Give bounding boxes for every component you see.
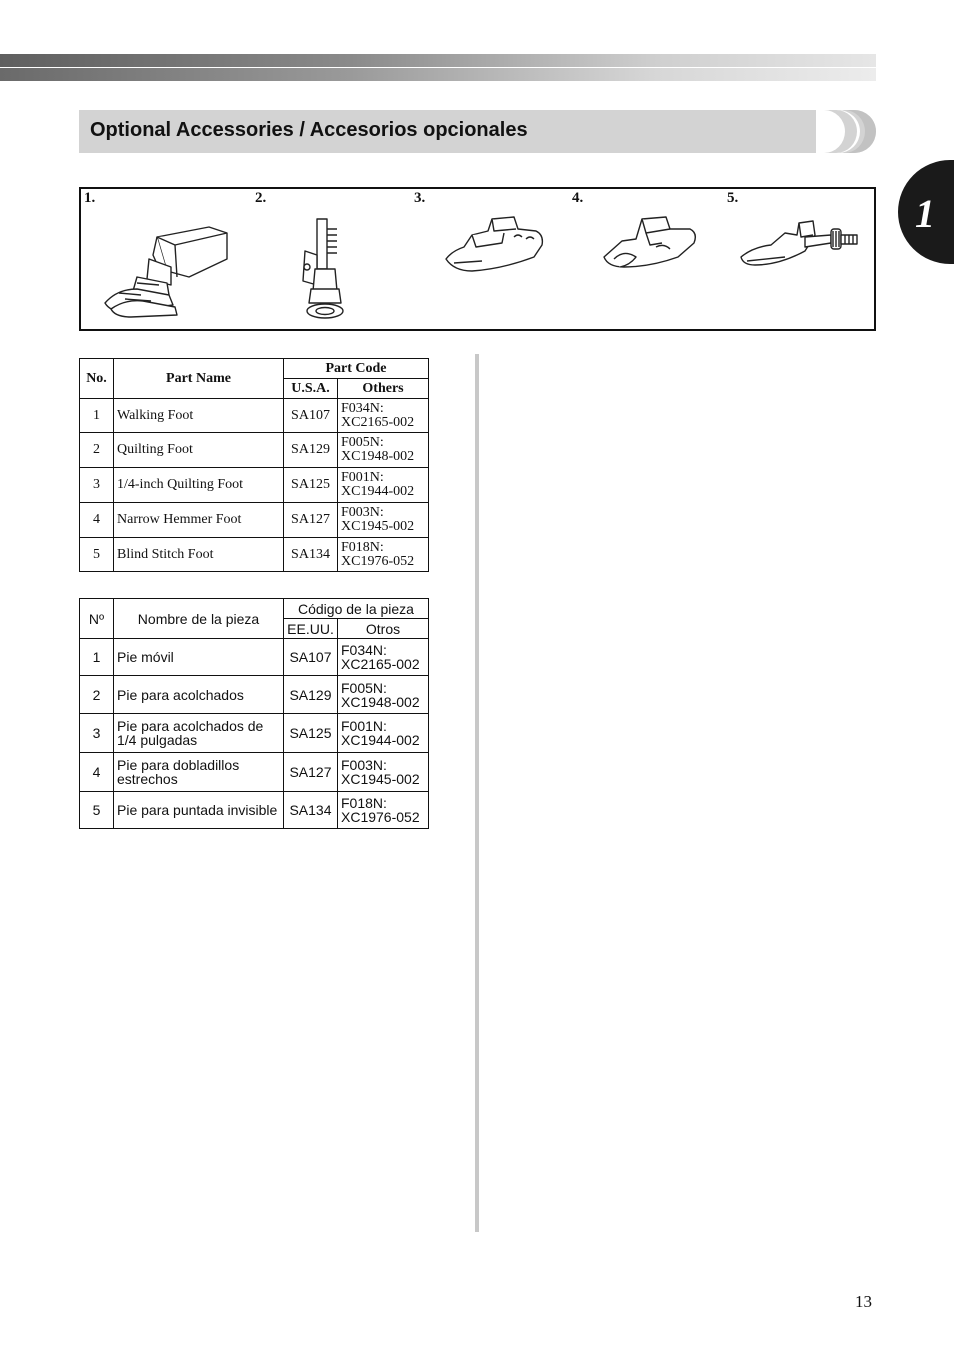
quarter-inch-quilting-foot-icon — [442, 211, 546, 277]
others-code-line: F003N: — [341, 757, 387, 773]
others-code-line: XC1945-002 — [341, 519, 415, 534]
page-title: Optional Accessories / Accesorios opcionales — [90, 119, 528, 141]
others-code-line: F018N: — [341, 795, 387, 811]
others-code-line: XC2165-002 — [341, 414, 415, 430]
row-no: 5 — [80, 792, 114, 829]
others-code-line: F034N: — [341, 400, 384, 416]
row-no: 4 — [80, 753, 114, 792]
header-others: Otros — [338, 619, 429, 639]
title-bar-end-cap — [816, 110, 876, 153]
table-row — [80, 538, 429, 572]
header-part-name: Nombre de la pieza — [114, 599, 284, 639]
row-no: 5 — [80, 538, 114, 572]
others-code-line: F001N: — [341, 718, 387, 734]
header-part-name: Part Name — [114, 359, 284, 399]
part-name-line: Pie para acolchados — [117, 686, 244, 703]
table-row — [80, 639, 429, 676]
row-usa-code: SA107 — [284, 399, 338, 433]
others-code-line: F005N: — [341, 679, 387, 696]
parts-table-english — [79, 358, 429, 572]
header-part-code: Part Code — [284, 359, 429, 379]
narrow-hemmer-foot-icon — [600, 211, 700, 277]
row-usa-code: SA129 — [284, 676, 338, 714]
row-no: 1 — [80, 399, 114, 433]
row-no: 1 — [80, 639, 114, 676]
part-name-line: Pie para dobladillos — [117, 757, 240, 773]
header-usa: U.S.A. — [284, 379, 338, 399]
blind-stitch-foot-icon — [739, 213, 863, 273]
row-part-name — [114, 753, 284, 792]
header-stripe-bottom — [0, 68, 876, 81]
row-usa-code: SA107 — [284, 639, 338, 676]
header-usa: EE.UU. — [284, 619, 338, 639]
row-no: 2 — [80, 676, 114, 714]
header-stripe-top — [0, 54, 876, 67]
others-code-line: XC1976-052 — [341, 809, 420, 825]
row-part-name: 1/4-inch Quilting Foot — [114, 468, 284, 503]
accessory-illustrations — [79, 187, 876, 331]
row-others-code — [338, 714, 429, 753]
part-name-line: Pie para acolchados de — [117, 718, 264, 734]
others-code-line: XC1948-002 — [341, 449, 415, 464]
row-others-code — [338, 399, 429, 433]
others-code-line: F001N: — [341, 470, 384, 485]
row-others-code — [338, 538, 429, 572]
row-usa-code: SA134 — [284, 792, 338, 829]
others-code-line: F003N: — [341, 505, 384, 520]
section-title-bar — [79, 110, 876, 153]
row-no: 2 — [80, 433, 114, 468]
others-code-line: XC1944-002 — [341, 732, 420, 748]
row-others-code — [338, 792, 429, 829]
row-usa-code: SA127 — [284, 503, 338, 538]
page-number: 13 — [855, 1292, 872, 1311]
header-others: Others — [338, 379, 429, 399]
row-usa-code: SA125 — [284, 714, 338, 753]
row-usa-code: SA125 — [284, 468, 338, 503]
accessory-number: 2. — [255, 190, 267, 206]
row-others-code — [338, 639, 429, 676]
row-part-name: Blind Stitch Foot — [114, 538, 284, 572]
part-name-line: 1/4 pulgadas — [117, 732, 198, 748]
row-part-name: Narrow Hemmer Foot — [114, 503, 284, 538]
table-row — [80, 714, 429, 753]
accessory-number: 5. — [727, 190, 739, 206]
table-row — [80, 468, 429, 503]
table-row — [80, 753, 429, 792]
others-code-line: XC1945-002 — [341, 771, 420, 787]
row-usa-code: SA134 — [284, 538, 338, 572]
row-others-code — [338, 503, 429, 538]
walking-foot-icon — [97, 219, 237, 319]
header-no: No. — [80, 359, 114, 399]
header-no: Nº — [80, 599, 114, 639]
row-no: 3 — [80, 714, 114, 753]
others-code-line: XC1976-052 — [341, 553, 415, 569]
row-part-name: Walking Foot — [114, 399, 284, 433]
row-others-code — [338, 468, 429, 503]
column-divider — [475, 354, 479, 1232]
accessory-number: 3. — [414, 190, 426, 206]
parts-table-spanish — [79, 598, 429, 829]
header-part-code: Código de la pieza — [284, 599, 429, 619]
table-row — [80, 676, 429, 714]
row-part-name — [114, 676, 284, 714]
others-code-line: F018N: — [341, 539, 384, 555]
table-row — [80, 433, 429, 468]
row-part-name: Quilting Foot — [114, 433, 284, 468]
others-code-line: XC1948-002 — [341, 693, 420, 710]
others-code-line: F005N: — [341, 435, 384, 450]
row-part-name — [114, 639, 284, 676]
table-row — [80, 792, 429, 829]
others-code-line: F034N: — [341, 642, 387, 658]
table-row — [80, 503, 429, 538]
row-others-code — [338, 753, 429, 792]
part-name-line: Pie móvil — [117, 649, 174, 665]
row-no: 4 — [80, 503, 114, 538]
row-usa-code: SA129 — [284, 433, 338, 468]
row-others-code — [338, 676, 429, 714]
row-others-code — [338, 433, 429, 468]
chapter-tab — [898, 160, 954, 264]
part-name-line: Pie para puntada invisible — [117, 802, 278, 818]
others-code-line: XC1944-002 — [341, 484, 415, 499]
others-code-line: XC2165-002 — [341, 656, 420, 672]
table-row — [80, 399, 429, 433]
row-part-name — [114, 714, 284, 753]
row-no: 3 — [80, 468, 114, 503]
chapter-number: 1 — [915, 191, 935, 236]
part-name-line: estrechos — [117, 771, 178, 787]
row-usa-code: SA127 — [284, 753, 338, 792]
quilting-foot-icon — [295, 215, 355, 323]
row-part-name — [114, 792, 284, 829]
accessory-number: 1. — [84, 190, 96, 206]
accessory-number: 4. — [572, 190, 584, 206]
